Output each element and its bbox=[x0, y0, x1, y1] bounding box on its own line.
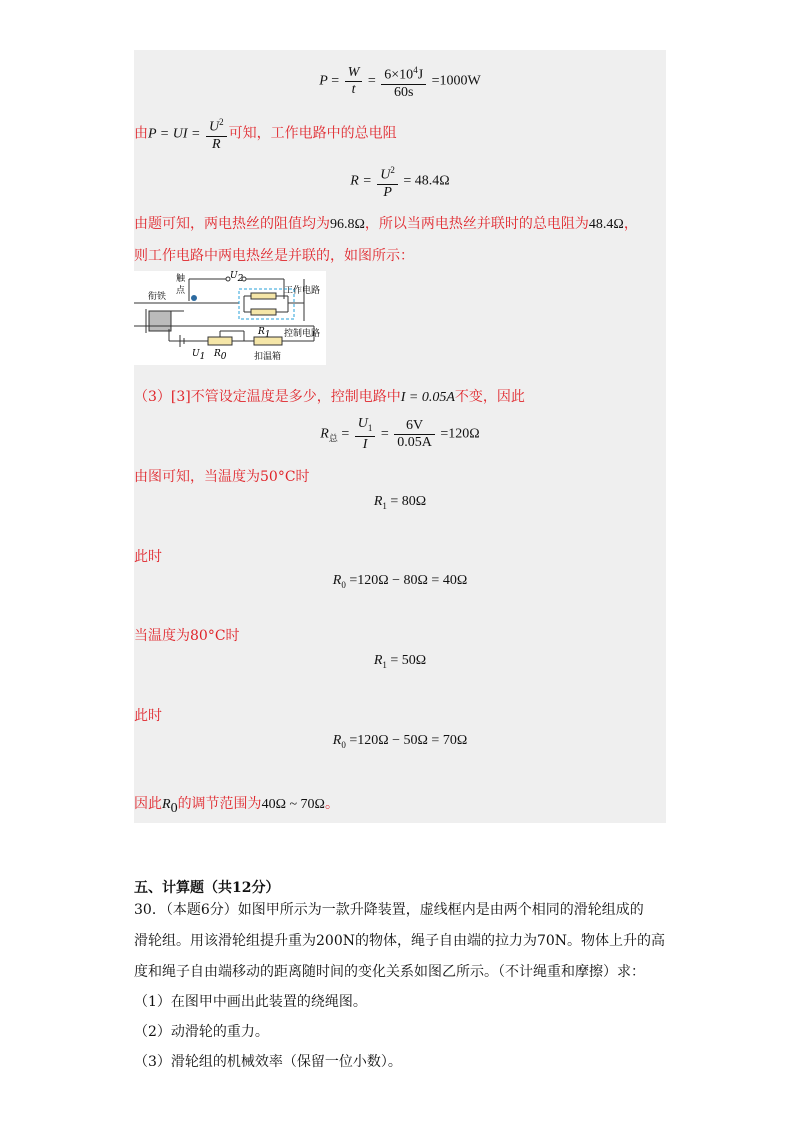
circuit-diagram bbox=[134, 271, 326, 365]
u1-label: $U_1$ bbox=[192, 349, 206, 362]
subquestion-1: （1）在图甲中画出此装置的绕绳图。 bbox=[134, 994, 367, 1010]
conclusion-line: 因此$R_0$的调节范围为40Ω ~ 70Ω。 bbox=[134, 796, 339, 816]
contact-label: 触 bbox=[176, 274, 186, 284]
r1-80-formula: $R_1 = 80\Omega$ bbox=[373, 494, 427, 511]
point-label: 点 bbox=[176, 286, 186, 296]
r0-70-formula: $R_0 =120\Omega - 50\Omega = 70\Omega$ bbox=[332, 733, 468, 750]
pui-line: 由P = UI = $\frac{U^2}{R}$ 可知，工作电路中的总电阻 bbox=[134, 114, 397, 153]
armature-label: 衔铁 bbox=[148, 292, 167, 302]
subquestion-2: （2）动滑轮的重力。 bbox=[134, 1024, 269, 1040]
question-line-3: 度和绳子自由端移动的距离随时间的变化关系如图乙所示。（不计绳重和摩擦）求： bbox=[134, 964, 645, 980]
r1-label: $R_1$ bbox=[258, 327, 271, 340]
part3-line: （3）[3]不管设定温度是多少，控制电路中I = 0.05A不变，因此 bbox=[134, 389, 525, 405]
parallel-paragraph-line1: 由题可知，两电热丝的阻值均为96.8Ω，所以当两电热丝并联时的总电阻为48.4Ω， bbox=[134, 216, 638, 232]
r0-label: $R_0$ bbox=[214, 349, 227, 362]
ci-text-1: 此时 bbox=[134, 549, 162, 565]
r1-50-formula: $R_1 = 50\Omega$ bbox=[373, 653, 427, 670]
subquestion-3: （3）滑轮组的机械效率（保留一位小数）。 bbox=[134, 1054, 402, 1070]
control-circuit-label: 控制电路 bbox=[284, 329, 321, 339]
temp50-text: 由图可知，当温度为50°C时 bbox=[134, 469, 310, 485]
total-resistance-formula: $R_总$ = $\frac{U_1}{I}$ = $\frac{6V}{0.05A}$ =120Ω bbox=[320, 416, 480, 452]
section-heading: 五、计算题（共12分） bbox=[134, 880, 280, 896]
question-line-2: 滑轮组。用该滑轮组提升重为200N的物体，绳子自由端的拉力为70N。物体上升的高 bbox=[134, 933, 666, 949]
temp80-text: 当温度为80°C时 bbox=[134, 628, 240, 644]
question-line-1: 30．（本题6分）如图甲所示为一款升降装置，虚线框内是由两个相同的滑轮组成的 bbox=[134, 902, 644, 918]
r0-40-formula: $R_0 =120\Omega - 80\Omega = 40\Omega$ bbox=[332, 573, 468, 590]
u2-label: $U_2$ bbox=[230, 271, 244, 284]
work-circuit-label: 工作电路 bbox=[284, 286, 321, 296]
parallel-paragraph-line2: 则工作电路中两电热丝是并联的，如图所示： bbox=[134, 248, 414, 264]
ci-text-2: 此时 bbox=[134, 708, 162, 724]
box-label: 扣温箱 bbox=[254, 352, 282, 362]
power-formula: P = $\frac{W}{t}$ = $\frac{6\times 10^4J}{60s}$ =1000W bbox=[134, 62, 666, 101]
resistance-formula: R = $\frac{U^2}{P}$ = 48.4Ω bbox=[134, 162, 666, 201]
